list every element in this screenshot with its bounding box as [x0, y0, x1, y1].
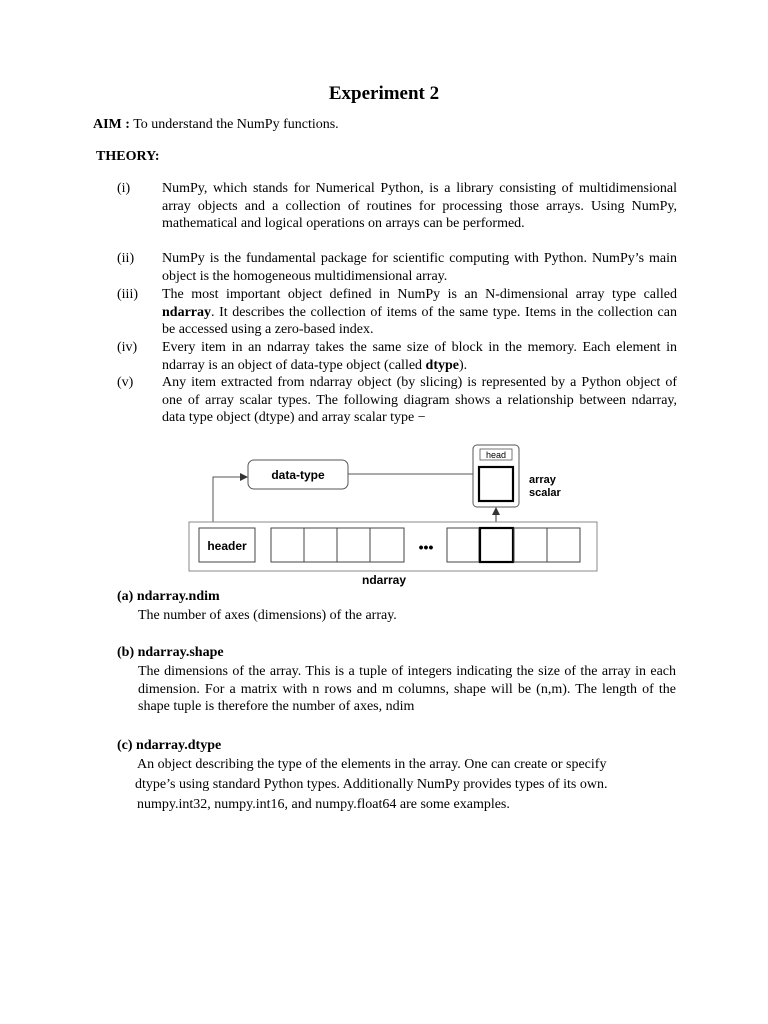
item-text: NumPy is the fundamental package for scientific computing with Python. NumPy’s main object is the homogeneous multidimensional array.	[162, 251, 677, 284]
array-cell	[447, 528, 479, 562]
list-item	[117, 339, 677, 374]
section-heading-shape: (b) ndarray.shape	[117, 645, 224, 660]
item-number: (iii)	[117, 287, 138, 302]
scalar-label: scalar	[529, 487, 561, 499]
array-cell	[547, 528, 580, 562]
header-label: header	[207, 539, 247, 553]
array-label: array	[529, 474, 556, 486]
item-text: The most important object defined in NumPy is an N-dimensional array type called ndarray. It describes the collection of items of the same type. Items in the collection can be accessed using a zero-based index.	[162, 287, 677, 337]
dtype-line: numpy.int32, numpy.int16, and numpy.float64 are some examples.	[137, 797, 510, 812]
array-cell	[337, 528, 370, 562]
page-title: Experiment 2	[328, 83, 440, 104]
item-text: NumPy, which stands for Numerical Python, is a library consisting of multidimensional array objects and a collection of routines for processing those arrays. Using NumPy, mathematical and logical operations on arrays can be performed.	[162, 181, 677, 231]
section-heading-ndim: (a) ndarray.ndim	[117, 589, 220, 604]
bold-term: ndarray	[162, 304, 211, 320]
theory-heading: THEORY:	[96, 149, 160, 164]
data-type-label: data-type	[271, 468, 325, 482]
list-item	[117, 286, 677, 339]
array-cell	[514, 528, 547, 562]
item-text: Any item extracted from ndarray object (by slicing) is represented by a Python object of one of array scalar types. The following diagram shows a relationship between ndarray, data type object (dtype) and array scalar type −	[162, 375, 677, 425]
dtype-line: dtype’s using standard Python types. Additionally NumPy provides types of its own.	[135, 777, 608, 792]
item-number: (iv)	[117, 340, 138, 355]
ndarray-diagram	[188, 443, 600, 593]
list-item	[117, 250, 677, 285]
list-item	[117, 180, 677, 233]
section-text-ndim: The number of axes (dimensions) of the array.	[138, 608, 397, 623]
array-cell	[271, 528, 304, 562]
section-text-shape: The dimensions of the array. This is a tuple of integers indicating the size of the array in each dimension. For a matrix with n rows and m columns, shape will be (n,m). The length of the shape tuple is therefore the number of axes, ndim	[138, 664, 676, 714]
ellipsis: •••	[418, 539, 434, 555]
item-number: (ii)	[117, 251, 135, 266]
head-label: head	[485, 450, 507, 460]
ndarray-label: ndarray	[361, 573, 407, 587]
aim-line	[93, 117, 339, 133]
bold-term: dtype	[425, 357, 459, 373]
scalar-inner-box	[479, 467, 513, 501]
section-heading-dtype: (c) ndarray.dtype	[117, 738, 222, 753]
aim-text: To understand the NumPy functions.	[133, 117, 339, 132]
array-cell	[370, 528, 404, 562]
item-number: (v)	[117, 375, 134, 390]
list-item	[117, 374, 677, 427]
item-number: (i)	[117, 181, 131, 196]
highlighted-array-cell	[480, 528, 513, 562]
array-cell	[304, 528, 337, 562]
aim-label: AIM :	[93, 117, 130, 132]
dtype-line: An object describing the type of the elements in the array. One can create or specify	[137, 757, 607, 772]
item-text: Every item in an ndarray takes the same size of block in the memory. Each element in ndarray is an object of data-type object (called dtype).	[162, 340, 677, 373]
